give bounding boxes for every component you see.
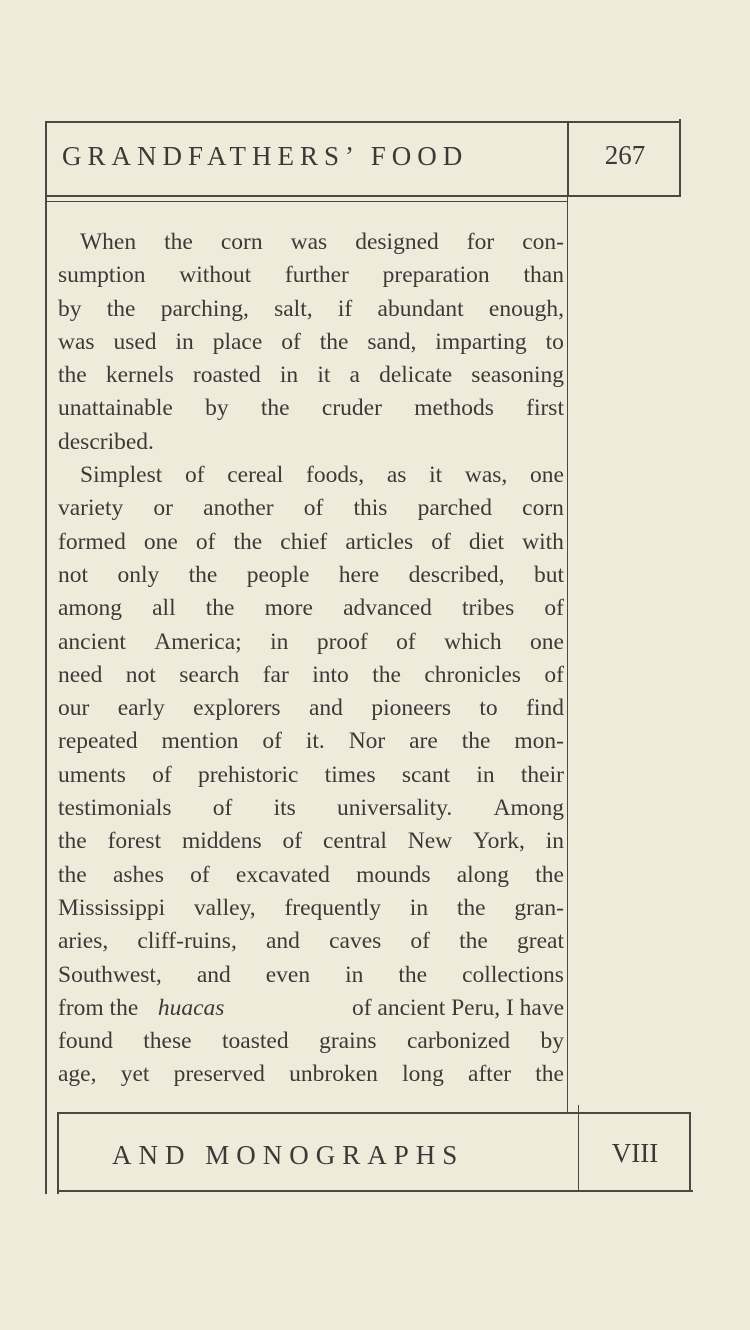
word: by (205, 395, 229, 422)
word: to (545, 328, 564, 355)
text-line (58, 326, 564, 359)
word: parching, (160, 295, 249, 322)
word: of (303, 495, 324, 522)
word: Mississippi (58, 894, 166, 921)
word: middens (181, 828, 262, 855)
word: cereal (227, 462, 284, 489)
word: preparation (382, 262, 490, 289)
text-line (58, 359, 564, 392)
word: it (429, 462, 443, 489)
word: of (431, 528, 451, 555)
word: in (476, 761, 495, 788)
word: York, (473, 828, 525, 855)
word: articles (345, 528, 414, 555)
word: in (345, 961, 364, 988)
text-line (58, 626, 564, 659)
word: not (58, 561, 89, 588)
word: their (520, 761, 564, 788)
word: if (337, 295, 353, 322)
word: one (530, 462, 564, 489)
word: frequently (284, 894, 382, 921)
word: roasted (192, 362, 261, 389)
italic-word: huacas (157, 994, 225, 1021)
word: was (290, 229, 328, 255)
text-line (58, 226, 564, 259)
word: early (117, 695, 165, 722)
word: in (545, 828, 564, 855)
word: caves (329, 928, 382, 955)
word: the (164, 229, 193, 255)
word: found (58, 1028, 113, 1055)
text-line (58, 659, 564, 692)
word: without (179, 262, 252, 289)
word: ashes (112, 861, 164, 888)
word: of (410, 928, 430, 955)
word: in (175, 328, 194, 355)
word: one (143, 528, 178, 555)
word: Nor (348, 728, 386, 755)
word: this (353, 495, 388, 522)
word: mention (161, 728, 239, 755)
word: the (260, 395, 290, 422)
word: all (152, 595, 176, 622)
word: here (338, 561, 380, 588)
word: place (212, 328, 263, 355)
word: in (409, 894, 429, 921)
footer-left-rule (57, 1112, 59, 1194)
text-line (58, 859, 564, 892)
word: which (444, 628, 502, 655)
page-number: 267 (604, 140, 646, 170)
word: of (281, 328, 301, 355)
word: of (212, 795, 233, 822)
word: the (372, 661, 401, 688)
word: and (265, 928, 300, 955)
body-divider (567, 197, 568, 1113)
word: imparting (435, 328, 527, 355)
word: prehistoric (197, 761, 299, 788)
word: not (125, 661, 156, 688)
word: only (117, 561, 160, 588)
word: chronicles (424, 661, 521, 688)
text-line (58, 1025, 564, 1058)
word: testimonials (58, 795, 172, 822)
word: the (319, 328, 349, 355)
word: forest (107, 828, 162, 855)
word: cliff-ruins, (137, 928, 237, 955)
word: enough, (488, 295, 564, 322)
word: scant (401, 761, 451, 788)
word: need (58, 661, 103, 688)
word: mounds (356, 861, 431, 888)
word: unattainable (58, 395, 173, 422)
word: great (517, 928, 564, 955)
word: con- (522, 229, 564, 255)
text-line (58, 592, 564, 625)
word: collections (462, 961, 564, 988)
word: or (153, 495, 173, 522)
text-line (58, 392, 564, 425)
word: mon- (514, 728, 564, 755)
word: of (195, 528, 216, 555)
word: kernels (105, 362, 174, 389)
word: the (58, 861, 87, 888)
text-line (58, 692, 564, 725)
word: the (58, 828, 87, 855)
word: search (179, 661, 240, 688)
word: people (246, 561, 310, 588)
word: the (459, 928, 488, 955)
word: of (544, 661, 564, 688)
word: our (58, 695, 90, 722)
word: designed (355, 229, 439, 255)
word: to (479, 695, 498, 722)
word: delicate (379, 362, 453, 389)
header-bottom-rule (45, 195, 681, 197)
word: the (535, 861, 564, 888)
word: toasted (222, 1028, 289, 1055)
word: for (466, 229, 495, 255)
word: salt, (274, 295, 313, 322)
word: and (196, 961, 231, 988)
word: a (349, 362, 360, 389)
word: ancient (58, 628, 126, 655)
text-line (58, 259, 564, 292)
word: far (262, 661, 289, 688)
word: corn (220, 229, 263, 255)
word: even (265, 961, 311, 988)
word: it. (305, 728, 325, 755)
word: the (535, 1061, 564, 1088)
volume-number: VIII (611, 1138, 659, 1168)
word: methods (414, 395, 494, 422)
text-line (58, 492, 564, 525)
word: the (205, 595, 235, 622)
text-line: from the huacas of ancient Peru, I have (58, 992, 564, 1025)
word: are (409, 728, 438, 755)
word: along (456, 861, 509, 888)
word: more (264, 595, 313, 622)
word: but (533, 561, 564, 588)
word: used (113, 328, 157, 355)
word: its (273, 795, 296, 822)
word: in (270, 628, 289, 655)
word: these (143, 1028, 192, 1055)
word: first (526, 395, 564, 422)
word: aries, (58, 928, 109, 955)
word: one (530, 628, 564, 655)
word: corn (522, 495, 564, 522)
word: of (282, 828, 303, 855)
text-line (58, 459, 564, 492)
word: by (58, 295, 82, 322)
text-line: described. (58, 428, 154, 455)
running-head-title: GRANDFATHERS’ FOOD (62, 141, 469, 171)
word: Among (493, 795, 564, 822)
word: Southwest, (58, 961, 162, 988)
header-bottom-rule-inner (47, 201, 567, 202)
word: repeated (58, 728, 138, 755)
word: abundant (377, 295, 464, 322)
word: grains (319, 1028, 377, 1055)
word: with (522, 528, 564, 555)
word: of (184, 462, 205, 489)
running-foot-title: AND MONOGRAPHS (112, 1140, 465, 1170)
word: as (386, 462, 407, 489)
text-line (58, 959, 564, 992)
word: chief (280, 528, 328, 555)
word: of (152, 761, 172, 788)
word: sumption (58, 262, 146, 289)
word: pioneers (371, 695, 451, 722)
text-line (58, 925, 564, 958)
text-line (58, 825, 564, 858)
left-rule (45, 121, 47, 1194)
text-line (58, 892, 564, 925)
text-line (58, 1058, 564, 1091)
word: seasoning (471, 362, 564, 389)
word: among (58, 595, 122, 622)
word: variety (58, 495, 124, 522)
word: the (106, 295, 136, 322)
word: Simplest (80, 462, 163, 489)
bottom-rule (57, 1190, 693, 1192)
word: When (80, 229, 137, 255)
word: preserved (173, 1061, 265, 1088)
word: foods, (306, 462, 365, 489)
word: uments (58, 761, 126, 788)
word: times (324, 761, 376, 788)
word: diet (468, 528, 505, 555)
word: than (523, 262, 564, 289)
word: further (284, 262, 349, 289)
word: of (190, 861, 210, 888)
word: parched (417, 495, 492, 522)
word: age, (58, 1061, 97, 1088)
word: long (402, 1061, 444, 1088)
footer-divider (578, 1105, 579, 1190)
text-line (58, 792, 564, 825)
text-line (58, 293, 564, 326)
word: unbroken (289, 1061, 378, 1088)
word: advanced (343, 595, 432, 622)
word: gran- (514, 894, 564, 921)
word: proof (316, 628, 368, 655)
word: the (456, 894, 486, 921)
word: the (233, 528, 263, 555)
word: the (188, 561, 218, 588)
word: of (262, 728, 282, 755)
word: explorers (193, 695, 281, 722)
word: of (396, 628, 416, 655)
word: formed (58, 528, 126, 555)
word: the (58, 362, 87, 389)
word: cruder (321, 395, 382, 422)
word: carbonized (406, 1028, 511, 1055)
word: yet (120, 1061, 150, 1088)
text-line (58, 725, 564, 758)
word: central (322, 828, 387, 855)
word: described, (408, 561, 505, 588)
word: New (407, 828, 453, 855)
word: excavated (235, 861, 330, 888)
top-rule (45, 121, 681, 123)
word: America; (154, 628, 242, 655)
word: valley, (193, 894, 256, 921)
word: another (203, 495, 274, 522)
word: of (544, 595, 564, 622)
text-line (58, 759, 564, 792)
footer-top-rule (57, 1112, 691, 1114)
word: was, (464, 462, 508, 489)
word: after (468, 1061, 512, 1088)
body-text (58, 226, 564, 1092)
word: in (279, 362, 299, 389)
word: find (526, 695, 564, 722)
word: was (58, 328, 95, 355)
word: tribes (462, 595, 515, 622)
word: and (309, 695, 343, 722)
word: the (461, 728, 491, 755)
word: it (317, 362, 331, 389)
word: the (398, 961, 428, 988)
word: into (312, 661, 349, 688)
word: sand, (367, 328, 417, 355)
text-line (58, 526, 564, 559)
word: universality. (336, 795, 453, 822)
word: by (540, 1028, 564, 1055)
text-line (58, 559, 564, 592)
